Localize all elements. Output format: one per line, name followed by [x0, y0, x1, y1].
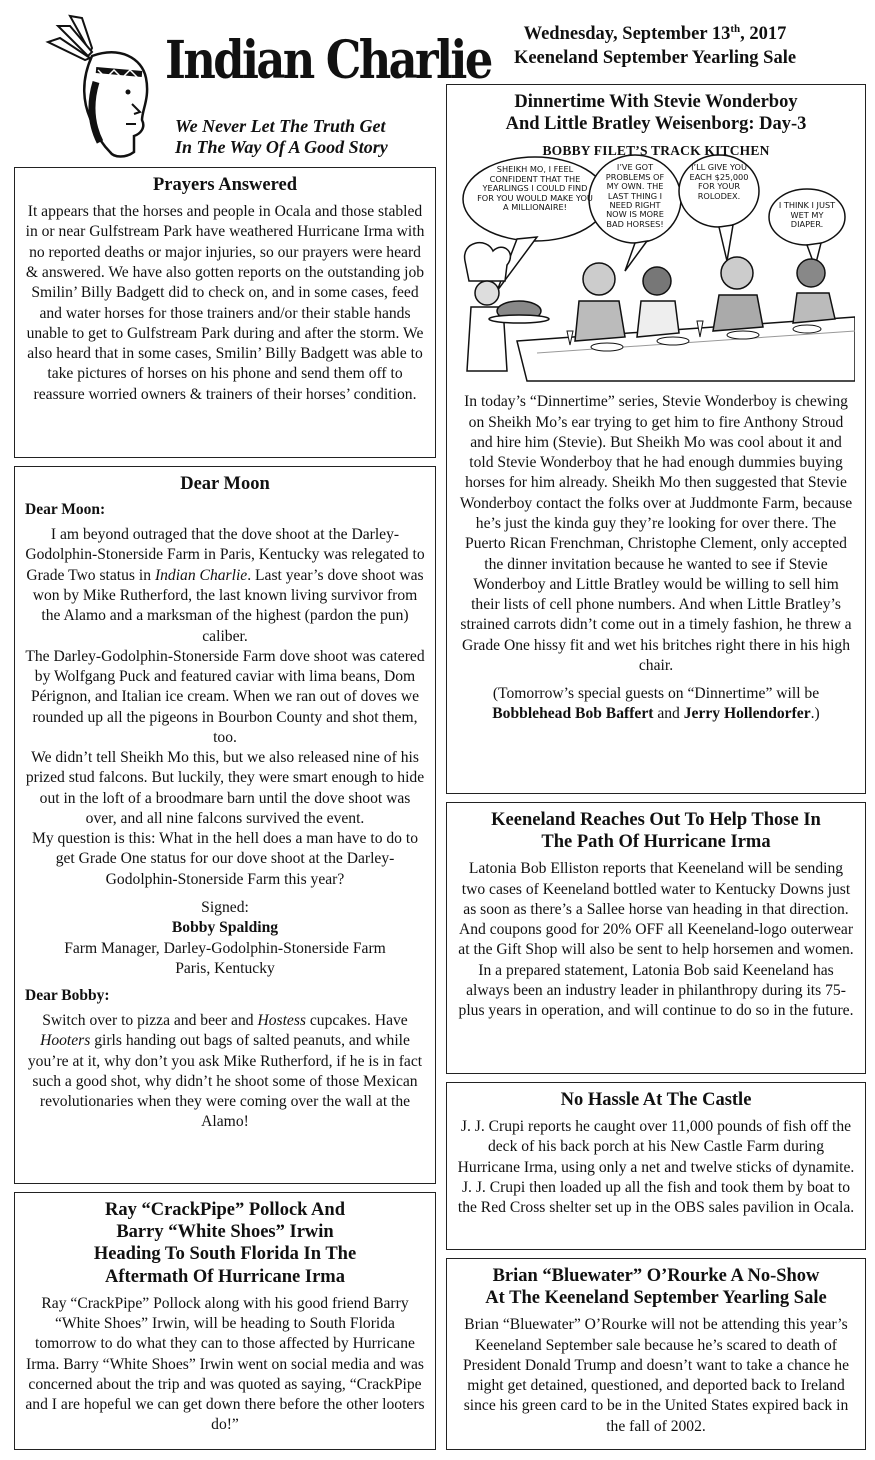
article-title: Dear Moon	[180, 474, 270, 494]
article-body: In today’s “Dinnertime” series, Stevie Wonderboy is chewing on Sheikh Mo’s ear trying to get him to fire Anthony Stroud and hire him (Stevie). But Sheikh Mo was cool about it and told Stevie Wonderboy that he had enough dummies buying horses for him already. Sheikh Mo then suggested that Stevie Wonderboy contact the folks over at Juddmonte Farm, because he’s just the kinda guy they’re looking for over there. The Puerto Rican Frenchman, Christophe Clement, only accepted the dinner invitation because he wanted to see if Stevie Wonderboy and Little Bratley would be willing to sell him their lists of cell phone numbers. And when Little Bratley’s strained carrots didn’t come out in a timely fashion, he threw a Grade One hissy fit and wet his britches right there in his high chair.	[459, 393, 853, 674]
indian-chief-logo-icon	[30, 12, 170, 162]
date-suffix: th	[730, 23, 741, 35]
dear-moon-article	[14, 466, 436, 1184]
dateline	[445, 22, 865, 70]
speech-bubble: I’LL GIVE YOU EACH $25,000 FOR YOUR ROLODEX.	[689, 162, 749, 201]
letter-paragraph: I am beyond outraged that the dove shoot at the Darley-Godolphin-Stonerside Farm in Paris, Kentucky was relegated to Grade Two status in Indian Charlie. Last year’s dove shoot was won by Mike Rutherford, the last known living survivor from the Alamo and a marksman of the highest (pardon the pun) caliber.	[25, 526, 425, 645]
letter-paragraph: We didn’t tell Sheikh Mo this, but we also released nine of his prized stud falcons. But luckily, they were smart enough to hide out in the loft of a broodmare barn until the dove shoot was over, and all nine falcons survived the event.	[25, 749, 425, 827]
dinnertime-article	[446, 84, 866, 794]
brian-bluewater-article	[446, 1258, 866, 1450]
reply-salutation: Dear Bobby:	[25, 987, 110, 1005]
tagline-line-1: We Never Let The Truth Get	[175, 116, 386, 136]
reply-paragraph: Switch over to pizza and beer and Hostess cupcakes. Have Hooters girls handing out bags of salted peanuts, and while you’re at it, why don’t you ask Mike Rutherford, if he is in fact such a good shot, why didn’t he shoot some of those Mexican revolutionaries when they were coming over the wall at the Alamo!	[27, 1012, 423, 1131]
date-text: Wednesday, September 13	[523, 24, 731, 45]
article-body: Latonia Bob Elliston reports that Keeneland will be sending two cases of Keeneland bottled water to Kentucky Downs just as soon as there’s a Sallee horse van heading in that direction. And coupons good for 20% OFF all Keeneland-logo outerwear at the Gift Shop will also be sent to help horsemen and women. In a prepared statement, Latonia Bob said Keeneland has always been an industry leader in philanthropy during its 75-plus years in operation, and will continue to do so in the future.	[458, 860, 854, 1020]
prayers-answered-article	[14, 167, 436, 458]
article-body: Brian “Bluewater” O’Rourke will not be attending this year’s Keeneland September sale because he’s scared to death of President Donald Trump and doesn’t want to take a chance he might get detained, questioned, and deported back to Ireland since his green card to be in the United States expired back in the fall of 2002.	[462, 1316, 849, 1435]
event-name: Keeneland September Yearling Sale	[513, 48, 797, 69]
article-title: Dinnertime With Stevie Wonderboy And Little Bratley Weisenborg: Day-3	[505, 92, 807, 135]
publication-name: Indian Charlie	[154, 566, 248, 584]
dinner-cartoon	[457, 141, 855, 386]
tagline-line-2: In The Way Of A Good Story	[175, 136, 388, 157]
no-hassle-castle-article	[446, 1082, 866, 1250]
article-title: Brian “Bluewater” O’Rourke A No-Show At The Keeneland September Yearling Sale	[485, 1266, 827, 1309]
brand-name: Hostess	[257, 1012, 306, 1030]
article-title: Ray “CrackPipe” Pollock And Barry “White Shoes” Irwin Heading To South Florida In The Aftermath Of Hurricane Irma	[93, 1200, 357, 1287]
signer-title: Farm Manager, Darley-Godolphin-Stonerside Farm	[64, 939, 386, 957]
masthead-tagline	[175, 116, 388, 157]
article-body: It appears that the horses and people in Ocala and those stabled in or near Gulfstream Park have weathered Hurricane Irma with no reported deaths or major injuries, so our prayers were heard & answered. We have also gotten reports on the outstanding job Smilin’ Billy Badgett did to check on, and in some cases, feed and water horses for those trainers and/or their stable hands unable to get to Gulfstream Park during and after the storm. We also heard that in some cases, Smilin’ Billy Badgett was able to take pictures of horses on his phone and send them off to reassure worried owners & trainers of their horses’ condition.	[25, 203, 425, 403]
tomorrow-note: (Tomorrow’s special guests on “Dinnertime” will be Bobblehead Bob Baffert and Jerry Hollendorfer.)	[492, 685, 820, 723]
speech-bubble: I THINK I JUST WET MY DIAPER.	[778, 200, 836, 230]
masthead-title: Indian Charlie	[165, 30, 491, 91]
cartoon-caption: BOBBY FILET’S TRACK KITCHEN	[542, 143, 770, 159]
masthead	[10, 8, 491, 163]
guest-name: Jerry Hollendorfer	[683, 705, 811, 723]
speech-bubble: I’VE GOT PROBLEMS OF MY OWN. THE LAST THING I NEED RIGHT NOW IS MORE BAD HORSES!	[605, 162, 665, 229]
guest-name: Bobblehead Bob Baffert	[492, 705, 654, 723]
salutation: Dear Moon:	[25, 501, 106, 519]
ray-crackpipe-article	[14, 1192, 436, 1450]
keeneland-article	[446, 802, 866, 1074]
article-body: Ray “CrackPipe” Pollock along with his good friend Barry “White Shoes” Irwin, will be heading to South Florida tomorrow to do what they can to those affected by Hurricane Irma. Barry “White Shoes” Irwin went on social media and was concerned about the trip and was quoted as saying, “CrackPipe and I are hopeful we can get down there before the other looters do!”	[25, 1294, 425, 1434]
article-body: J. J. Crupi reports he caught over 11,000 pounds of fish off the deck of his back porch at his New Castle Farm during Hurricane Irma, using only a net and twelve sticks of dynamite. J. J. Crupi then loaded up all the fish and took them by boat to the Red Cross shelter set up in the OBS sales pavilion in Ocala.	[457, 1118, 855, 1217]
article-title: Keeneland Reaches Out To Help Those In The Path Of Hurricane Irma	[491, 810, 821, 853]
signer-place: Paris, Kentucky	[175, 959, 275, 977]
brand-name: Hooters	[40, 1032, 91, 1050]
date-year: , 2017	[740, 24, 787, 45]
letter-paragraph: The Darley-Godolphin-Stonerside Farm dove shoot was catered by Wolfgang Puck and featured caviar with lima beans, Dom Pérignon, and Italian ice cream. When we ran out of doves we rounded up all the pigeons in Bourbon County and shot them, too.	[25, 647, 425, 746]
signed-label: Signed:	[201, 898, 249, 916]
signer-name: Bobby Spalding	[171, 919, 279, 937]
speech-bubble: SHEIKH MO, I FEEL CONFIDENT THAT THE YEARLINGS I COULD FIND FOR YOU WOULD MAKE YOU A MILLIONAIRE!	[477, 164, 593, 213]
article-title: Prayers Answered	[152, 175, 298, 195]
letter-paragraph: My question is this: What in the hell does a man have to do to get Grade One status for our dove shoot at the Darley-Godolphin-Stonerside Farm this year?	[31, 830, 419, 888]
article-title: No Hassle At The Castle	[560, 1090, 752, 1110]
